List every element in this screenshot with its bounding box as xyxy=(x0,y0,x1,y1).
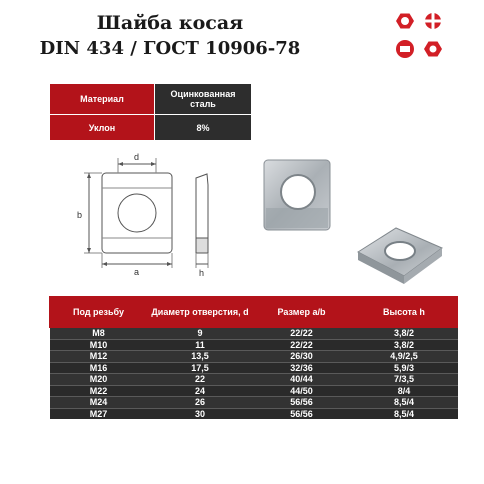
table-cell: 22/22 xyxy=(253,328,351,340)
washer-photo-front xyxy=(258,156,336,234)
table-cell: 8/4 xyxy=(351,385,458,397)
table-cell: M12 xyxy=(50,351,148,363)
spec-row-slope xyxy=(50,115,252,141)
table-cell: 4,9/2,5 xyxy=(351,351,458,363)
spec-label: Уклон xyxy=(50,115,155,141)
spec-label: Материал xyxy=(50,84,155,115)
table-row xyxy=(50,351,458,363)
table-cell: 22 xyxy=(148,374,253,386)
table-cell: 40/44 xyxy=(253,374,351,386)
table-cell: 56/56 xyxy=(253,397,351,409)
table-cell: 3,8/2 xyxy=(351,328,458,340)
table-row xyxy=(50,374,458,386)
table-cell: 13,5 xyxy=(148,351,253,363)
table-cell: 5,9/3 xyxy=(351,362,458,374)
table-cell: 30 xyxy=(148,408,253,419)
col-header-size-ab: Размер a/b xyxy=(253,297,351,328)
size-table xyxy=(49,296,458,419)
size-table-header xyxy=(50,297,458,328)
page-subtitle: DIN 434 / ГОСТ 10906-78 xyxy=(39,38,301,59)
table-cell: M20 xyxy=(50,374,148,386)
table-cell: 7/3,5 xyxy=(351,374,458,386)
hex-nut-bolt-logo-icon xyxy=(392,8,446,62)
table-row xyxy=(50,328,458,340)
spec-value: 8% xyxy=(155,115,252,141)
dim-label-b: b xyxy=(77,210,83,220)
table-row xyxy=(50,362,458,374)
table-cell: 56/56 xyxy=(253,408,351,419)
table-cell: 24 xyxy=(148,385,253,397)
table-cell: 22/22 xyxy=(253,339,351,351)
table-cell: 9 xyxy=(148,328,253,340)
dim-label-d: d xyxy=(134,152,140,162)
technical-drawing xyxy=(72,150,242,280)
table-cell: 26/30 xyxy=(253,351,351,363)
spec-value: Оцинкованная сталь xyxy=(155,84,252,115)
table-cell: M24 xyxy=(50,397,148,409)
col-header-hole-diameter: Диаметр отверстия, d xyxy=(148,297,253,328)
spec-row-material xyxy=(50,84,252,115)
spec-table xyxy=(49,83,252,141)
table-cell: M16 xyxy=(50,362,148,374)
table-row xyxy=(50,385,458,397)
table-cell: 26 xyxy=(148,397,253,409)
table-row xyxy=(50,339,458,351)
table-cell: M22 xyxy=(50,385,148,397)
washer-photo-angled xyxy=(350,220,450,290)
table-cell: 8,5/4 xyxy=(351,408,458,419)
dim-label-a: a xyxy=(134,267,140,277)
table-cell: M8 xyxy=(50,328,148,340)
table-cell: 32/36 xyxy=(253,362,351,374)
table-row xyxy=(50,397,458,409)
col-header-thread: Под резьбу xyxy=(50,297,148,328)
table-cell: 17,5 xyxy=(148,362,253,374)
dim-label-h: h xyxy=(199,268,205,278)
table-cell: M27 xyxy=(50,408,148,419)
table-cell: 8,5/4 xyxy=(351,397,458,409)
table-row xyxy=(50,408,458,419)
page-title: Шайба косая xyxy=(96,12,244,34)
table-cell: 3,8/2 xyxy=(351,339,458,351)
table-cell: M10 xyxy=(50,339,148,351)
col-header-height-h: Высота h xyxy=(351,297,458,328)
table-cell: 11 xyxy=(148,339,253,351)
table-cell: 44/50 xyxy=(253,385,351,397)
